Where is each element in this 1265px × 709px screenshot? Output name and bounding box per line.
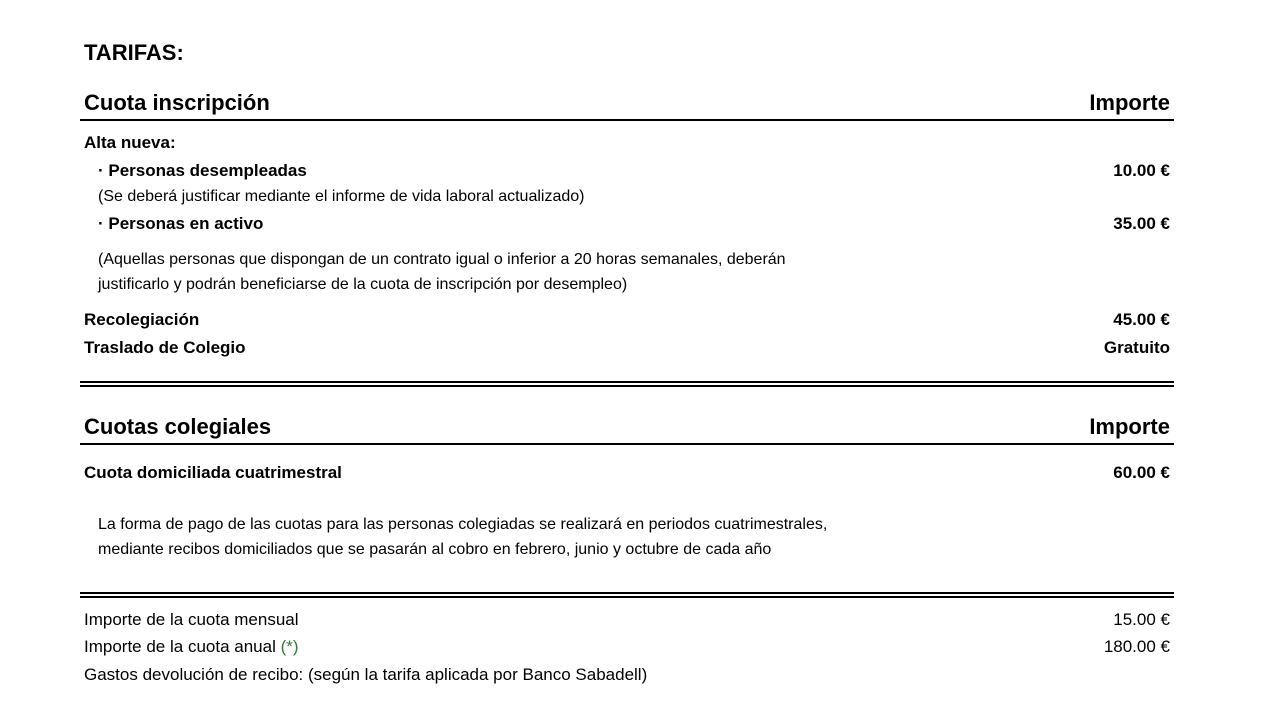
activo-value: 35.00 € — [1113, 214, 1170, 233]
payment-note-line1: La forma de pago de las cuotas para las personas colegiadas se realizará en periodos cuatrimestrales, — [98, 516, 828, 533]
double-divider — [80, 381, 1174, 387]
double-divider — [80, 592, 1174, 598]
gastos-devolucion: Gastos devolución de recibo: (según la tarifa aplicada por Banco Sabadell) — [84, 665, 648, 684]
cuota-mensual-label: Importe de la cuota mensual — [84, 610, 299, 629]
alta-nueva-label: Alta nueva: — [84, 133, 176, 152]
cuota-cuatrimestral-label: Cuota domiciliada cuatrimestral — [84, 463, 342, 482]
desempleadas-label: · Personas desempleadas — [98, 161, 307, 180]
column-label-importe: Importe — [1089, 90, 1170, 115]
desempleadas-value: 10.00 € — [1113, 161, 1170, 180]
section-heading-inscripcion: Cuota inscripción — [84, 90, 270, 115]
divider — [80, 443, 1174, 445]
activo-note-line1: (Aquellas personas que dispongan de un contrato igual o inferior a 20 horas semanales, deberán — [98, 251, 786, 268]
footnote-marker: (*) — [280, 637, 299, 656]
recolegiacion-label: Recolegiación — [84, 310, 200, 329]
page-title: TARIFAS: — [84, 40, 184, 65]
cuota-cuatrimestral-value: 60.00 € — [1113, 463, 1170, 482]
desempleadas-note: (Se deberá justificar mediante el informe de vida laboral actualizado) — [98, 188, 585, 205]
cuota-anual-value: 180.00 € — [1103, 637, 1170, 656]
traslado-label: Traslado de Colegio — [84, 338, 246, 357]
cuota-anual-label: Importe de la cuota anual — [84, 637, 276, 656]
divider — [80, 119, 1174, 121]
traslado-value: Gratuito — [1103, 338, 1170, 357]
activo-note-line2: justificarlo y podrán beneficiarse de la cuota de inscripción por desempleo) — [98, 276, 628, 293]
section-heading-cuotas: Cuotas colegiales — [84, 414, 272, 439]
activo-label: · Personas en activo — [98, 214, 264, 233]
column-label-importe: Importe — [1089, 414, 1170, 439]
payment-note-line2: mediante recibos domiciliados que se pasarán al cobro en febrero, junio y octubre de cada año — [98, 541, 772, 558]
recolegiacion-value: 45.00 € — [1113, 310, 1170, 329]
cuota-anual-label-row — [84, 637, 299, 657]
cuota-mensual-value: 15.00 € — [1113, 610, 1170, 629]
